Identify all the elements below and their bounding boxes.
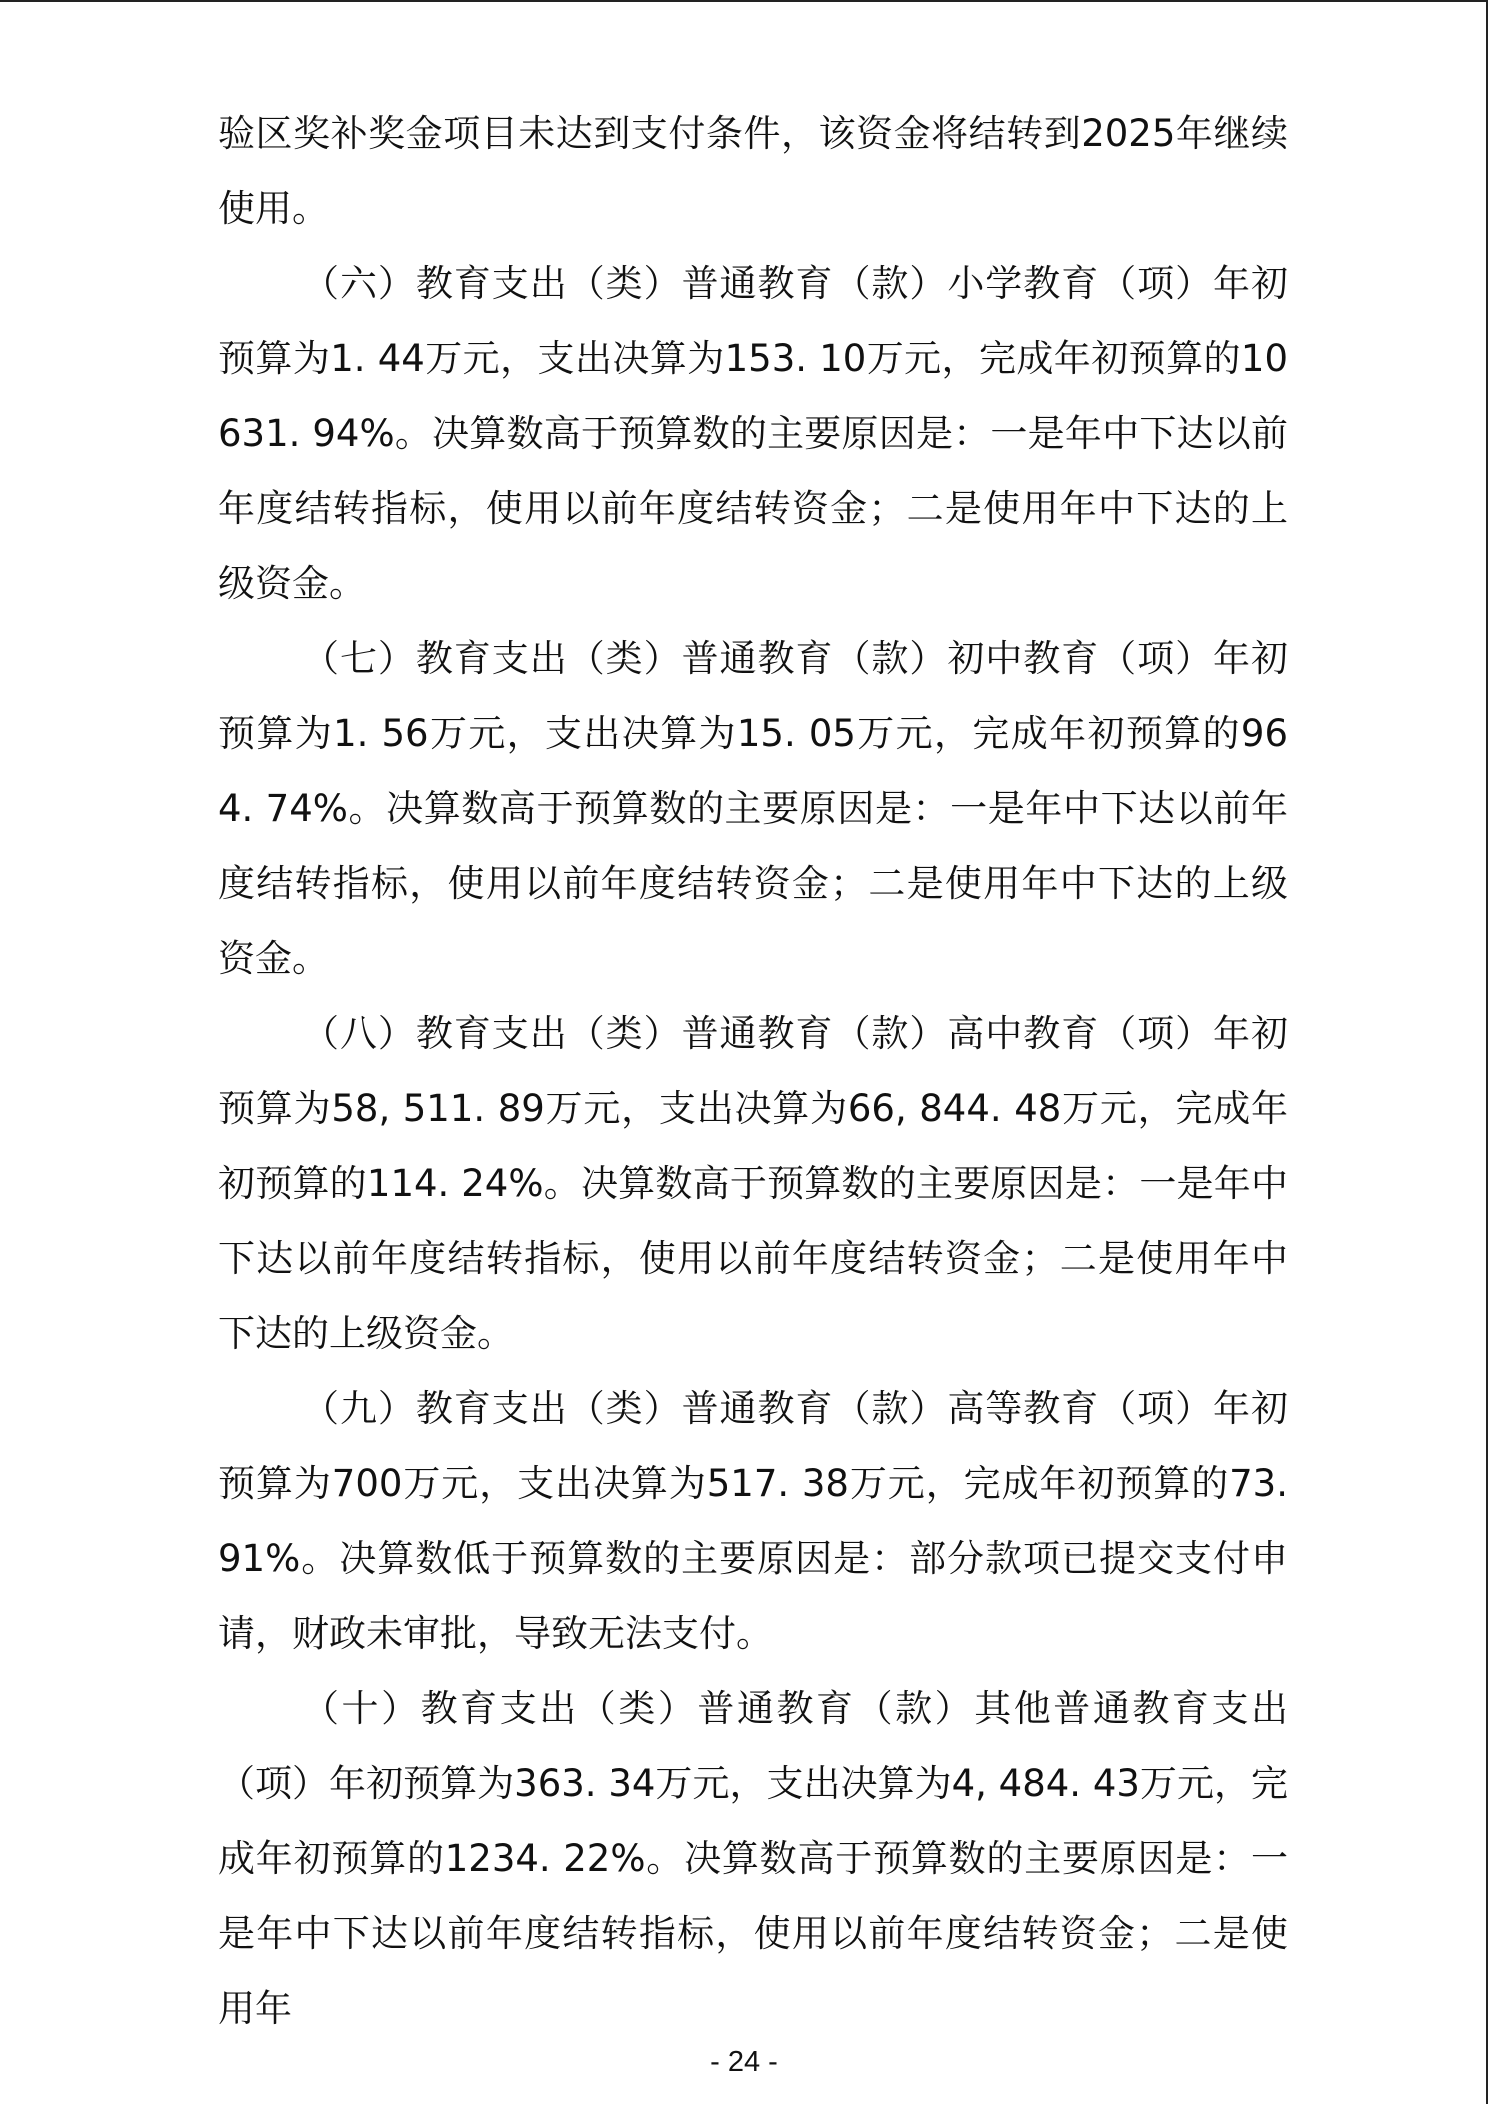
paragraph-primary-education: （六）教育支出（类）普通教育（款）小学教育（项）年初预算为1. 44万元，支出决算为153. 10万元，完成年初预算的10631. 94%。决算数高于预算数的主要原因是：一是年中下达以前年度结转指标，使用以前年度结转资金；二是使用年中下达的上级资金。	[218, 262, 1288, 605]
document-body	[218, 96, 1288, 2046]
paragraph-continuation: 验区奖补奖金项目未达到支付条件，该资金将结转到2025年继续使用。	[218, 112, 1288, 230]
paragraph-higher-education: （九）教育支出（类）普通教育（款）高等教育（项）年初预算为700万元，支出决算为517. 38万元，完成年初预算的73. 91%。决算数低于预算数的主要原因是：部分款项已提交支付申请，财政未审批，导致无法支付。	[218, 1387, 1288, 1655]
page-number: - 24 -	[710, 2046, 778, 2078]
paragraph-other-general-education: （十）教育支出（类）普通教育（款）其他普通教育支出（项）年初预算为363. 34万元，支出决算为4, 484. 43万元，完成年初预算的1234. 22%。决算数高于预算数的主要原因是：一是年中下达以前年度结转指标，使用以前年度结转资金；二是使用年	[218, 1687, 1288, 2030]
paragraph-junior-high-education: （七）教育支出（类）普通教育（款）初中教育（项）年初预算为1. 56万元，支出决算为15. 05万元，完成年初预算的964. 74%。决算数高于预算数的主要原因是：一是年中下达以前年度结转指标，使用以前年度结转资金；二是使用年中下达的上级资金。	[218, 637, 1288, 980]
page-top-border	[0, 0, 1488, 2]
paragraph-senior-high-education: （八）教育支出（类）普通教育（款）高中教育（项）年初预算为58, 511. 89万元，支出决算为66, 844. 48万元，完成年初预算的114. 24%。决算数高于预算数的主要原因是：一是年中下达以前年度结转指标，使用以前年度结转资金；二是使用年中下达的上级资金。	[218, 1012, 1288, 1355]
